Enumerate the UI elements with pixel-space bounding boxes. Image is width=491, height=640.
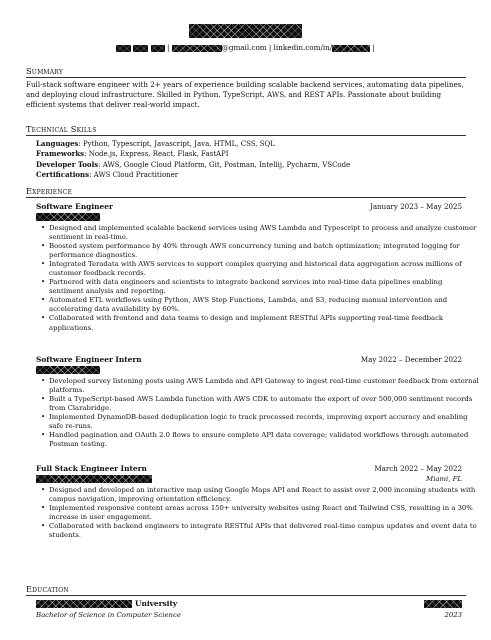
job-dates: March 2022 – May 2022 xyxy=(374,464,462,473)
education-year: 2023 xyxy=(444,611,462,619)
job-location: Miami, FL xyxy=(426,475,462,483)
redacted-phone-part xyxy=(116,45,131,52)
skills-label: Frameworks xyxy=(36,149,85,159)
section-divider xyxy=(26,77,466,78)
section-title-summary: Summary xyxy=(26,66,63,76)
job-title: Software Engineer Intern xyxy=(36,355,142,364)
redacted-email-user xyxy=(172,45,222,52)
job-dates: January 2023 – May 2025 xyxy=(369,202,462,211)
section-title-education: Education xyxy=(26,584,69,594)
list-item: • Built a TypeScript-based AWS Lambda function with AWS CDK to automate the export of over 500,000 sentiment records from Clarabridge. xyxy=(49,395,479,413)
skills-value: : Node.js, Express, React, Flask, FastAPI xyxy=(84,150,229,159)
list-item: • Handled pagination and OAuth 2.0 flows to ensure complete API data coverage; validated workflows through automated Postman testing. xyxy=(49,431,479,449)
skills-row xyxy=(36,139,466,149)
contact-separator: | xyxy=(372,43,375,52)
redacted-phone-part xyxy=(151,45,165,52)
contact-line xyxy=(0,43,491,52)
skills-row xyxy=(36,170,466,180)
skills-label: Certifications xyxy=(36,169,90,179)
list-item: • Partnered with data engineers and scientists to integrate backend services into real-time data pipelines enabling sentiment analysis and reporting. xyxy=(49,278,479,296)
list-item: • Implemented responsive content areas across 150+ university websites using React and Tailwind CSS, resulting in a 30% increase in user engagement. xyxy=(49,504,479,522)
education-school xyxy=(36,599,177,608)
redacted-company xyxy=(36,366,100,374)
section-title-experience: Experience xyxy=(26,186,73,196)
section-divider xyxy=(26,135,466,136)
skills-value: : AWS Cloud Practitioner xyxy=(89,170,179,179)
redacted-name xyxy=(189,24,302,38)
list-item: • Automated ETL workflows using Python, AWS Step Functions, Lambda, and S3, reducing manual intervention and accelerating data availability by 60%. xyxy=(49,296,479,314)
job-title: Software Engineer xyxy=(36,202,113,211)
list-item: • Collaborated with backend engineers to integrate RESTful APIs that delivered real-time campus updates and event data to students. xyxy=(49,522,479,540)
contact-separator: | xyxy=(268,43,272,52)
skills-value: : Python, Typescript, Javascript, Java, HTML, CSS, SQL xyxy=(78,140,275,148)
redacted-company xyxy=(36,213,100,221)
list-item: • Implemented DynamoDB-based deduplication logic to track processed records, improving export accuracy and enabling safe re-runs. xyxy=(49,413,479,431)
list-item: • Collaborated with frontend and data teams to design and implement RESTful APIs supporting real-time feedback applications. xyxy=(49,314,479,332)
list-item: • Developed survey listening posts using AWS Lambda and API Gateway to ingest real-time customer feedback from external platforms. xyxy=(49,377,479,395)
redacted-linkedin-handle xyxy=(332,45,370,52)
section-divider xyxy=(26,595,466,596)
list-item: • Boosted system performance by 40% through AWS concurrency tuning and batch optimization; integrated logging for performance diagnostics. xyxy=(49,242,479,260)
skills-row xyxy=(36,160,466,170)
skills-row xyxy=(36,149,466,159)
skills-label: Developer Tools xyxy=(36,159,99,169)
list-item: • Designed and implemented scalable backend services using AWS Lambda and Typescript to process and analyze customer sentiment in real-time. xyxy=(49,224,479,242)
education-degree: Bachelor of Science in Computer Science xyxy=(36,611,181,619)
job-bullets xyxy=(36,224,479,333)
redacted-phone-part xyxy=(133,45,148,52)
summary-text: Full-stack software engineer with 2+ years of experience building scalable backend services, automating data pipelines, and deploying cloud infrastructure. Skilled in Python, TypeScript, AWS, and REST APIs. Passionate about building efficient systems that deliver real-world impact. xyxy=(26,80,464,110)
job-bullets xyxy=(36,486,479,540)
list-item: • Integrated Teradata with AWS services to support complex querying and historical data aggregation across millions of customer feedback records. xyxy=(49,260,479,278)
job-dates: May 2022 – December 2022 xyxy=(360,355,462,364)
redacted-company xyxy=(36,475,152,483)
skills-label: Languages xyxy=(36,139,79,148)
job-bullets xyxy=(36,377,479,449)
skills-value: : AWS, Google Cloud Platform, Git, Postman, Intellij, Pycharm, VSCode xyxy=(98,160,351,169)
school-suffix: University xyxy=(135,599,178,608)
section-title-skills: Technical Skills xyxy=(26,124,97,134)
email-domain[interactable]: @gmail.com xyxy=(221,43,267,52)
skills-list xyxy=(36,139,466,180)
redacted-school-name xyxy=(36,600,132,608)
job-title: Full Stack Engineer Intern xyxy=(36,464,147,473)
section-divider xyxy=(26,197,466,198)
redacted-school-location xyxy=(424,600,462,608)
list-item: • Designed and developed an interactive map using Google Maps API and React to assist over 2,000 incoming students with campus navigation, improving orientation efficiency. xyxy=(49,486,479,504)
contact-separator: | xyxy=(166,43,170,52)
linkedin-link[interactable]: linkedin.com/in/ xyxy=(273,43,333,52)
